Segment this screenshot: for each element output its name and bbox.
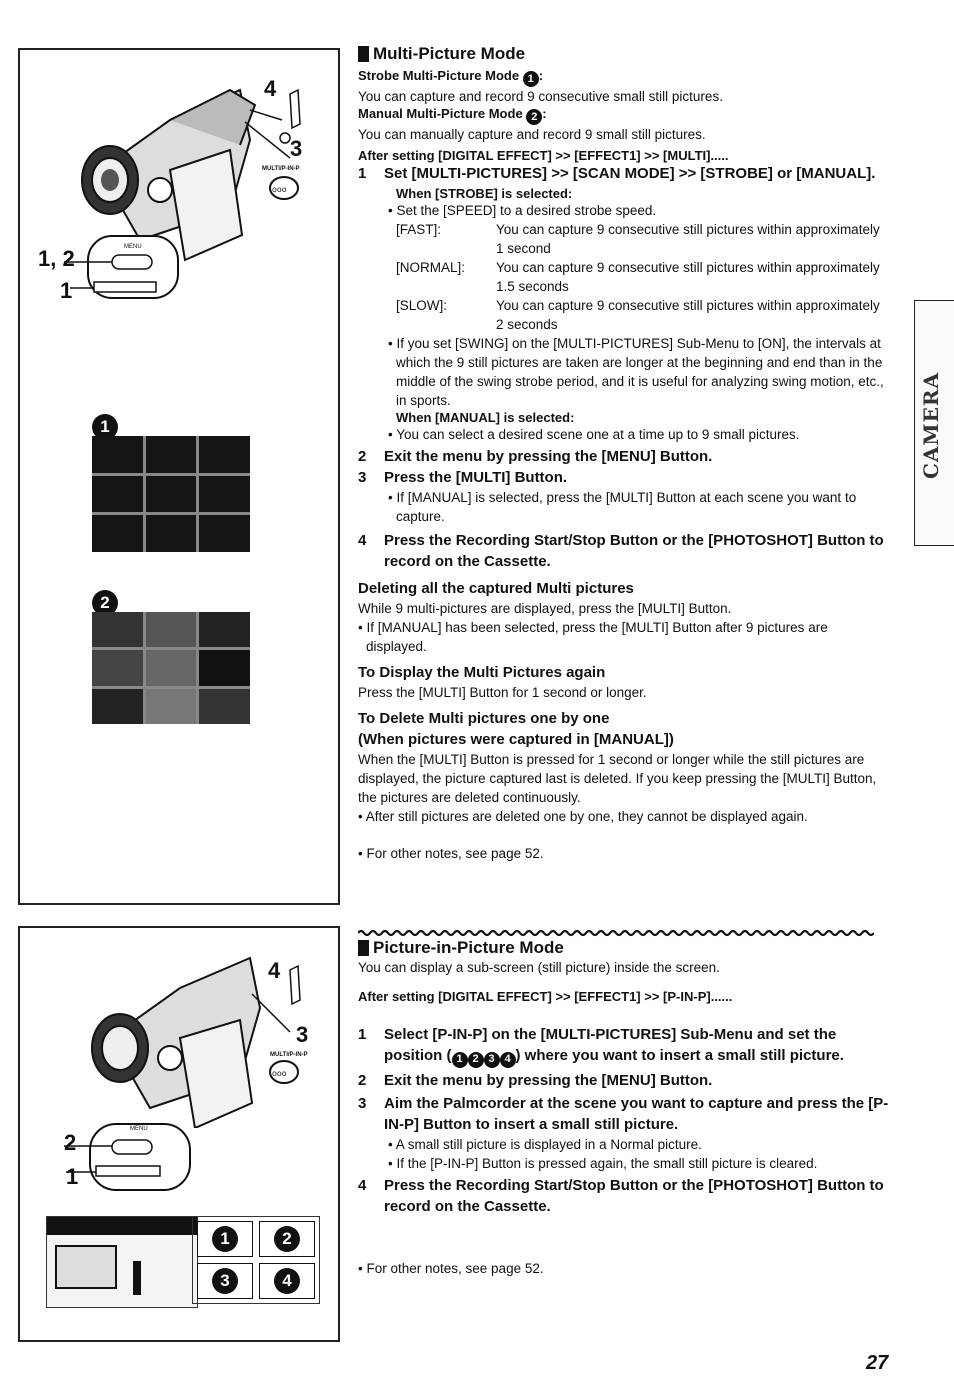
delete-one-text: When the [MULTI] Button is pressed for 1 second or longer while the still pictures are displayed, the picture captured last is deleted. If you keep pressing the [MULTI] Button, the pictures are deleted continuously.: [358, 752, 877, 805]
multi-step-1: 1 Set [MULTI-PICTURES] >> [SCAN MODE] >> [STROBE] or [MANUAL].: [358, 165, 876, 182]
delete-all-heading: Deleting all the captured Multi pictures: [358, 580, 634, 597]
menu-button-balloon: [50, 1120, 250, 1200]
position-2-icon: 2: [274, 1226, 300, 1252]
pip-bullet-1: • A small still picture is displayed in a Normal picture.: [388, 1136, 702, 1152]
pip-position-grid: [192, 1216, 320, 1304]
thumb-marker-1: 1: [92, 414, 118, 440]
pip-bullet-2: • If the [P-IN-P] Button is pressed again, the small still picture is cleared.: [388, 1155, 818, 1171]
manual-bullet: • You can select a desired scene one at a time up to 9 small pictures.: [388, 427, 800, 442]
menu-button-label: MENU: [124, 244, 142, 250]
multi-picture-title: Multi-Picture Mode: [358, 44, 890, 64]
multi-step-4: 4 Press the Recording Start/Stop Button or the [PHOTOSHOT] Button to record on the Cassette.: [358, 532, 884, 570]
svg-text:ooo: ooo: [272, 185, 287, 194]
position-1-icon: 1: [212, 1226, 238, 1252]
speed-slow: [SLOW]: You can capture 9 consecutive still pictures within approximately 2 seconds: [396, 298, 880, 332]
position-4-icon: 4: [274, 1268, 300, 1294]
callout-3: 3: [290, 136, 303, 161]
strobe-multi-picture-thumbnail: [92, 436, 250, 552]
pip-step-2: 2 Exit the menu by pressing the [MENU] Button.: [358, 1071, 713, 1089]
callout-3: 3: [296, 1022, 309, 1047]
svg-text:ooo: ooo: [272, 1069, 287, 1078]
pip-example-photo: [46, 1216, 198, 1308]
pip-notes: • For other notes, see page 52.: [358, 1260, 544, 1276]
strobe-mode-text: You can capture and record 9 consecutive small still pictures.: [358, 89, 723, 104]
multi-step-2: 2 Exit the menu by pressing the [MENU] Button.: [358, 448, 713, 465]
after-setting-pip: After setting [DIGITAL EFFECT] >> [EFFECT1] >> [P-IN-P]......: [358, 989, 733, 1004]
delete-all-bullet: • If [MANUAL] has been selected, press the [MULTI] Button after 9 pictures are displayed.: [358, 620, 828, 654]
pip-section: [358, 938, 890, 1278]
camera-side-tab: [914, 300, 954, 546]
delete-all-text: While 9 multi-pictures are displayed, press the [MULTI] Button.: [358, 601, 732, 616]
position-3-icon: 3: [212, 1268, 238, 1294]
multi-notes: • For other notes, see page 52.: [358, 846, 544, 861]
callout-2: 2: [64, 1130, 77, 1155]
manual-mode-heading: Manual Multi-Picture Mode 2 :: [358, 106, 547, 123]
callout-4: 4: [264, 76, 277, 101]
callout-1-2: 1, 2: [38, 246, 75, 271]
thumb-marker-2: 2: [92, 590, 118, 616]
display-again-text: Press the [MULTI] Button for 1 second or longer.: [358, 685, 647, 700]
callout-1: 1: [66, 1164, 79, 1189]
delete-one-heading-2: (When pictures were captured in [MANUAL]): [358, 731, 674, 748]
callout-1: 1: [60, 278, 73, 303]
pip-intro: You can display a sub-screen (still picture) inside the screen.: [358, 960, 720, 975]
manual-multi-picture-thumbnail: [92, 612, 250, 724]
speed-bullet: • Set the [SPEED] to a desired strobe speed.: [388, 203, 657, 218]
delete-one-bullet: • After still pictures are deleted one by one, they cannot be displayed again.: [358, 809, 808, 824]
side-tab-label: CAMERA: [919, 372, 943, 479]
manual-mode-text: You can manually capture and record 9 small still pictures.: [358, 127, 706, 142]
swing-bullet: • If you set [SWING] on the [MULTI-PICTURES] Sub-Menu to [ON], the intervals at which the 9 still pictures are taken are longer at the beginning and end than in the middle of the swing strobe period, and it is useful for analyzing swing motion, etc., in sports.: [388, 336, 884, 408]
delete-one-heading: To Delete Multi pictures one by one: [358, 710, 610, 727]
multi-button-label: MULTI/P-IN-P: [270, 1052, 308, 1058]
display-again-heading: To Display the Multi Pictures again: [358, 664, 606, 681]
pip-step-1: 1 Select [P-IN-P] on the [MULTI-PICTURES] Sub-Menu and set the position ( 1 2 3 4 ) where you want to insert a small still picture.: [358, 1024, 890, 1068]
multi-picture-figure-panel: [18, 48, 340, 905]
pip-step-4: 4 Press the Recording Start/Stop Button or the [PHOTOSHOT] Button to record on the Cassette.: [358, 1176, 884, 1215]
multi-button-label: MULTI/P-IN-P: [262, 166, 300, 172]
speed-fast: [FAST]: You can capture 9 consecutive still pictures within approximately 1 second: [396, 222, 880, 256]
callout-4: 4: [268, 958, 281, 983]
multi-step-3: 3 Press the [MULTI] Button.: [358, 469, 568, 486]
manual-selected-heading: When [MANUAL] is selected:: [396, 410, 575, 425]
wavy-divider: [358, 928, 874, 938]
pip-step-3: 3 Aim the Palmcorder at the scene you want to capture and press the [P-IN-P] Button to insert a small still picture.: [358, 1094, 889, 1133]
menu-button-label: MENU: [130, 1126, 148, 1132]
strobe-mode-heading: Strobe Multi-Picture Mode 1 :: [358, 68, 544, 85]
pip-title: Picture-in-Picture Mode: [358, 938, 890, 958]
speed-normal: [NORMAL]: You can capture 9 consecutive still pictures within approximately 1.5 seconds: [396, 260, 880, 294]
after-setting-multi: After setting [DIGITAL EFFECT] >> [EFFECT1] >> [MULTI].....: [358, 148, 729, 163]
multi-picture-section: [358, 44, 890, 863]
page-number: 27: [866, 1352, 889, 1374]
step3-bullet: • If [MANUAL] is selected, press the [MULTI] Button at each scene you want to capture.: [388, 490, 857, 524]
camcorder-illustration-2: [20, 928, 338, 1128]
strobe-selected-heading: When [STROBE] is selected:: [396, 186, 573, 201]
pip-figure-panel: [18, 926, 340, 1342]
